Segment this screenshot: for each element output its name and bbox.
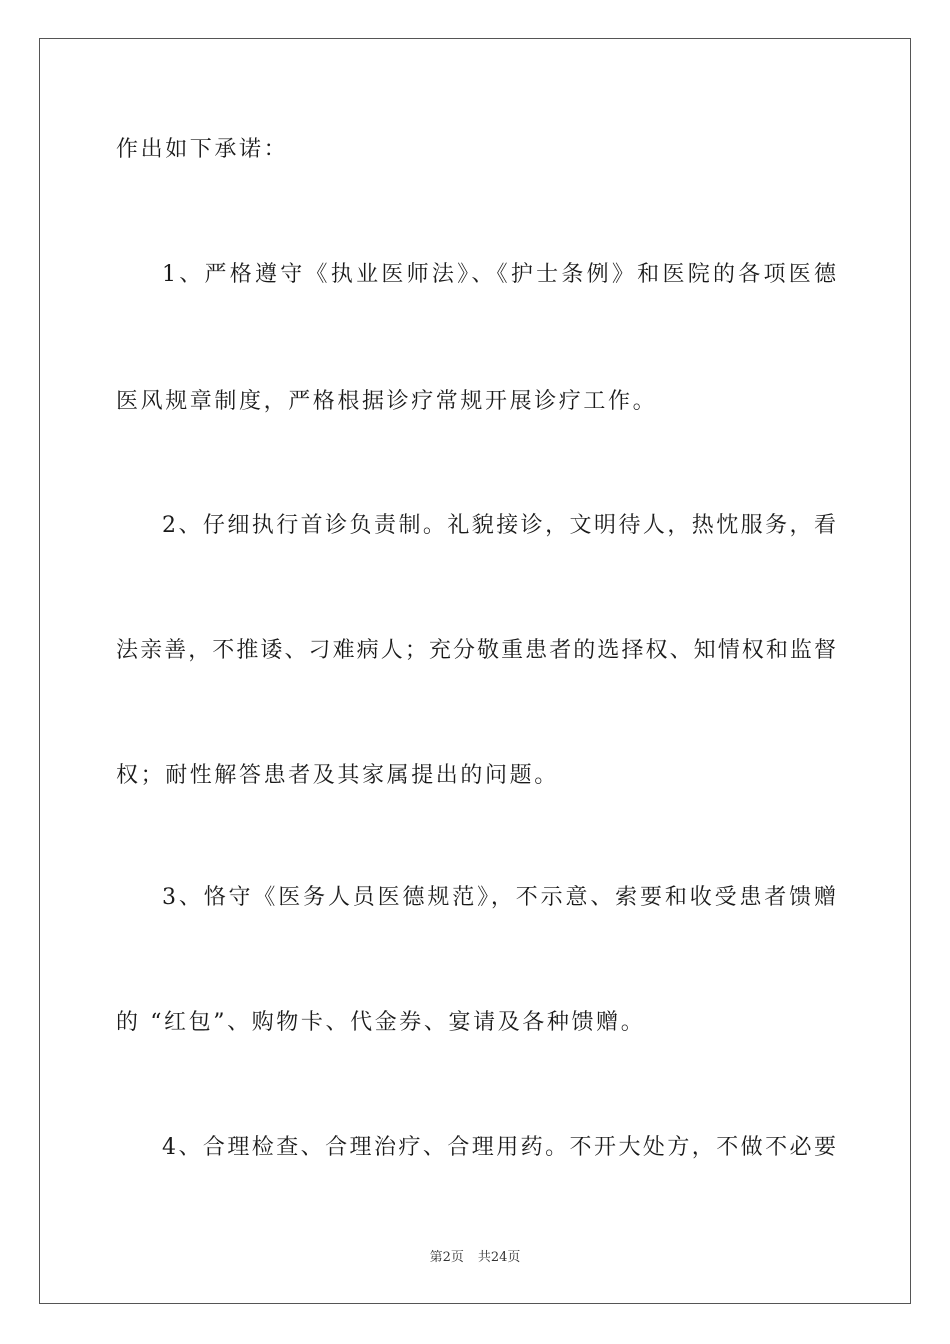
document-line-8: 的 “红包”、购物卡、代金券、宴请及各种馈赠。 bbox=[116, 1010, 646, 1035]
document-line-3: 医风规章制度，严格根据诊疗常规开展诊疗工作。 bbox=[116, 389, 658, 414]
page-footer bbox=[0, 1246, 950, 1265]
document-line-5: 法亲善，不推诿、刁难病人；充分敬重患者的选择权、知情权和监督 bbox=[116, 638, 836, 663]
document-line-1: 作出如下承诺： bbox=[116, 137, 289, 162]
document-line-4: 2、仔细执行首诊负责制。礼貌接诊，文明待人，热忱服务，看 bbox=[162, 513, 836, 538]
document-line-6: 权；耐性解答患者及其家属提出的问题。 bbox=[116, 763, 559, 788]
document-line-2: 1、严格遵守《执业医师法》、《护士条例》和医院的各项医德 bbox=[162, 262, 836, 287]
page-total: 共24页 bbox=[477, 1250, 521, 1265]
document-line-7: 3、恪守《医务人员医德规范》，不示意、索要和收受患者馈赠 bbox=[162, 885, 836, 910]
document-line-9: 4、合理检查、合理治疗、合理用药。不开大处方，不做不必要 bbox=[162, 1135, 836, 1160]
page-frame bbox=[39, 38, 911, 1304]
page-number: 第2页 bbox=[429, 1250, 464, 1265]
